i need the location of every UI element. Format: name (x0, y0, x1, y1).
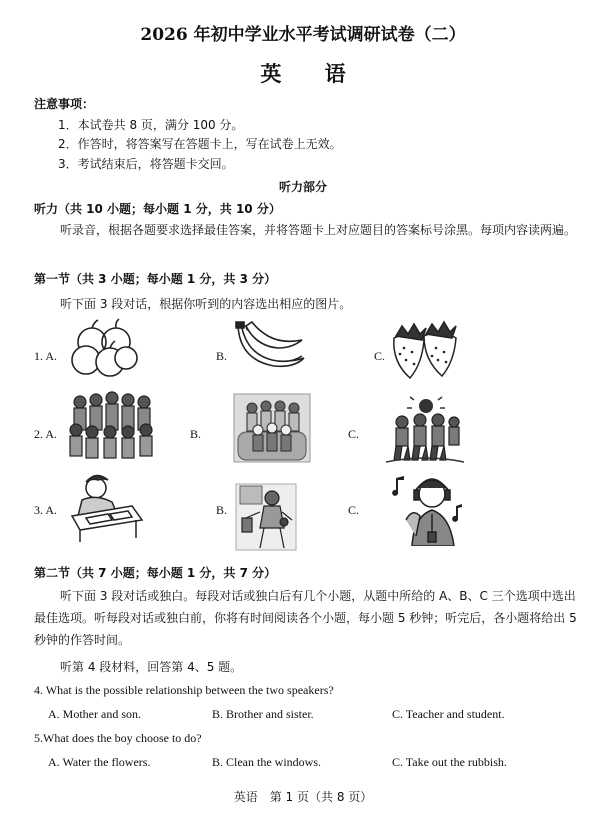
q4-option-a: A. Mother and son. (48, 707, 141, 721)
q3-label: 3. A. (34, 503, 58, 517)
q1-option-c: C. (374, 349, 386, 363)
q3-option-c: C. (348, 503, 360, 517)
q5-option-a: A. Water the flowers. (48, 755, 151, 769)
part-title: 听力部分 (278, 180, 327, 194)
classmates-group-picture (66, 390, 156, 462)
boy-reading-picture (66, 472, 146, 544)
section1-heading: 第一节（共 3 小题；每小题 1 分，共 3 分） (34, 272, 277, 286)
apples-picture (70, 318, 140, 378)
q4-stem: 4. What is the possible relationship between the two speakers? (34, 683, 334, 697)
note-item-2: 2．作答时，将答案写在答题卡上，写在试卷上无效。 (58, 137, 342, 151)
subject-title: 英 语 (260, 61, 364, 86)
family-photo-picture (232, 392, 312, 464)
q5-option-b: B. Clean the windows. (212, 755, 321, 769)
q3-option-b: B. (216, 503, 228, 517)
q4-option-c: C. Teacher and student. (392, 707, 505, 721)
q2-option-c: C. (348, 427, 360, 441)
q2-label: 2. A. (34, 427, 58, 441)
section2-material: 听第 4 段材料，回答第 4、5 题。 (60, 660, 243, 674)
q2-option-b: B. (190, 427, 202, 441)
bananas-picture (232, 320, 306, 372)
q4-option-b: B. Brother and sister. (212, 707, 314, 721)
listening-instruction: 听录音，根据各题要求选择最佳答案，并将答题卡上对应题目的答案标号涂黑。每项内容读两遍。 (60, 223, 577, 237)
q5-stem: 5.What does the boy choose to do? (34, 731, 202, 745)
notes-heading: 注意事项： (34, 97, 95, 111)
section1-instruction: 听下面 3 段对话，根据你听到的内容选出相应的图片。 (60, 297, 352, 311)
boy-cooking-picture (234, 482, 298, 552)
exam-title: 2026 年初中学业水平考试调研试卷（二） (140, 25, 466, 45)
section2-heading: 第二节（共 7 小题；每小题 1 分，共 7 分） (34, 566, 277, 580)
q1-label: 1. A. (34, 349, 58, 363)
q1-option-b: B. (216, 349, 228, 363)
strawberries-picture (388, 318, 462, 380)
soldiers-marching-picture (386, 396, 464, 466)
man-listening-music-picture (392, 470, 468, 546)
q5-option-c: C. Take out the rubbish. (392, 755, 507, 769)
note-item-3: 3．考试结束后，将答题卡交回。 (58, 157, 234, 171)
page-footer: 英语 第 1 页（共 8 页） (233, 790, 373, 804)
listening-section-heading: 听力（共 10 小题；每小题 1 分，共 10 分） (34, 202, 281, 216)
note-item-1: 1．本试卷共 8 页，满分 100 分。 (58, 118, 244, 132)
section2-instruction: 听下面 3 段对话或独白。每段对话或独白后有几个小题，从题中所给的 A、B、C 三个选项中选出最佳选项。听每段对话或独白前，你将有时间阅读各个小题，每小题 5 秒钟；听完后，各小题将给出 5 秒钟的作答时间。 (34, 589, 577, 647)
